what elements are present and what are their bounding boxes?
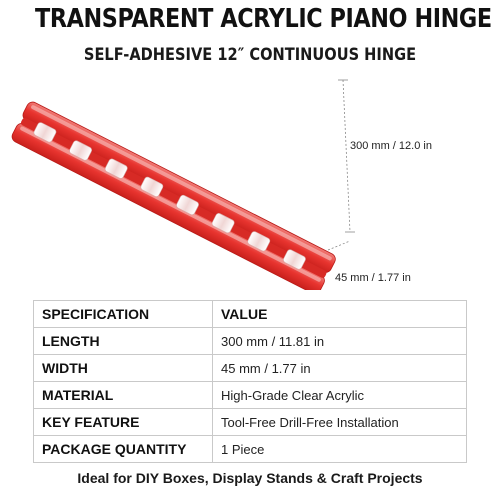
spec-value: Tool-Free Drill-Free Installation — [213, 409, 467, 436]
spec-value: 45 mm / 1.77 in — [213, 355, 467, 382]
table-header-row — [34, 301, 467, 328]
spec-key: WIDTH — [34, 355, 213, 382]
width-dimension-label: 45 mm / 1.77 in — [335, 272, 411, 284]
table-row — [34, 355, 467, 382]
spec-value: 300 mm / 11.81 in — [213, 328, 467, 355]
spec-value: High-Grade Clear Acrylic — [213, 382, 467, 409]
page-title: TRANSPARENT ACRYLIC PIANO HINGE — [35, 4, 492, 34]
footer-tagline: Ideal for DIY Boxes, Display Stands & Craft Projects — [77, 470, 423, 486]
width-dimension-line — [328, 241, 350, 250]
spec-key: KEY FEATURE — [34, 409, 213, 436]
table-row — [34, 328, 467, 355]
table-row — [34, 436, 467, 463]
column-header-specification: SPECIFICATION — [34, 301, 213, 328]
spec-key: MATERIAL — [34, 382, 213, 409]
piano-hinge-image — [0, 70, 500, 290]
spec-value: 1 Piece — [213, 436, 467, 463]
length-dimension-line — [338, 80, 355, 232]
column-header-value: VALUE — [213, 301, 467, 328]
specification-table — [33, 300, 467, 463]
spec-key: PACKAGE QUANTITY — [34, 436, 213, 463]
length-dimension-label: 300 mm / 12.0 in — [350, 140, 432, 152]
spec-key: LENGTH — [34, 328, 213, 355]
page-subtitle: SELF-ADHESIVE 12″ CONTINUOUS HINGE — [83, 45, 417, 65]
table-row — [34, 382, 467, 409]
table-row — [34, 409, 467, 436]
